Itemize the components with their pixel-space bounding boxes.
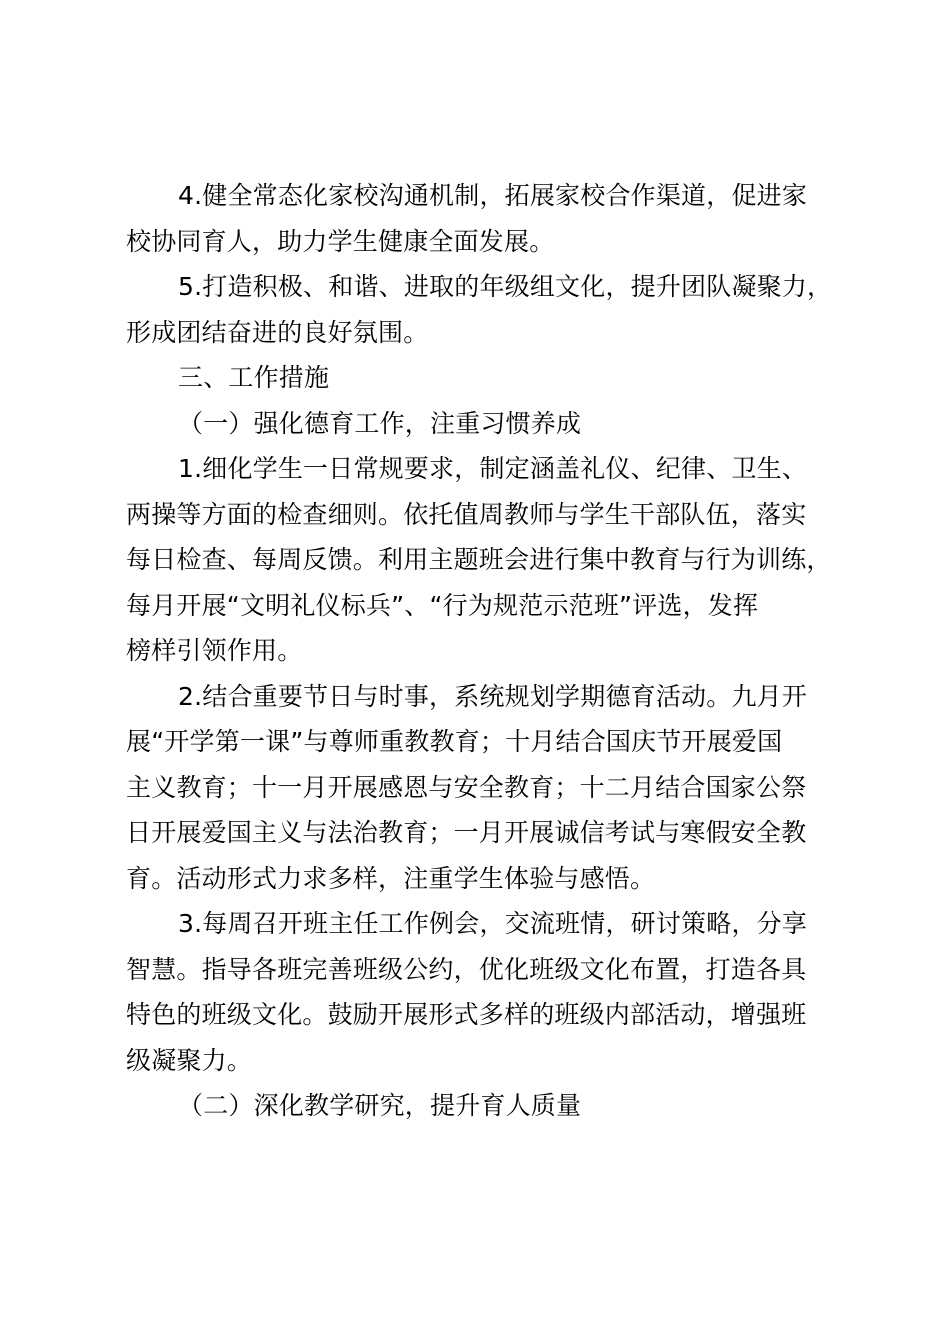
text-line: 级凝聚力。 [126,1045,253,1075]
text-line: 特色的班级文化。鼓励开展形式多样的班级内部活动，增强班 [126,1000,807,1029]
paragraph-goal-4 [126,173,836,264]
text-line: 每日检查、每周反馈。利用主题班会进行集中教育与行为训练， [126,545,832,574]
text-line: 1.细化学生一日常规要求，制定涵盖礼仪、纪律、卫生、 [178,454,808,483]
text-line: 智慧。指导各班完善班级公约，优化班级文化布置，打造各具 [126,954,807,984]
text-line: 5.打造积极、和谐、进取的年级组文化，提升团队凝聚力， [178,272,833,301]
text-line: 校协同育人，助力学生健康全面发展。 [126,226,555,256]
text-line: 3.每周召开班主任工作例会，交流班情，研讨策略，分享 [178,909,808,938]
subsection-heading-2 [126,1083,836,1129]
text-line: 4.健全常态化家校沟通机制，拓展家校合作渠道，促进家 [178,181,808,210]
text-line: 日开展爱国主义与法治教育；一月开展诚信考试与寒假安全教 [126,818,807,847]
text-line: 展“开学第一课”与尊师重教教育；十月结合国庆节开展爱国 [126,727,783,756]
text-line: 榜样引领作用。 [126,636,303,665]
text-line: 每月开展“文明礼仪标兵”、“行为规范示范班”评选，发挥 [126,590,759,620]
measure-item-3 [126,901,836,1083]
document-body [126,173,836,1129]
section-heading-3 [126,355,836,401]
heading-text: （二）深化教学研究，提升育人质量 [178,1091,582,1120]
measure-item-2 [126,674,836,902]
heading-text: （一）强化德育工作，注重习惯养成 [178,408,582,438]
text-line: 主义教育；十一月开展感恩与安全教育；十二月结合国家公祭 [126,772,807,802]
measure-item-1 [126,446,836,674]
text-line: 2.结合重要节日与时事，系统规划学期德育活动。九月开 [178,681,808,711]
paragraph-goal-5 [126,264,836,355]
subsection-heading-1 [126,401,836,447]
text-line: 育。活动形式力求多样，注重学生体验与感悟。 [126,863,656,893]
text-line: 形成团结奋进的良好氛围。 [126,317,429,347]
heading-text: 三、工作措施 [178,363,330,392]
text-line: 两操等方面的检查细则。依托值周教师与学生干部队伍，落实 [126,499,807,529]
